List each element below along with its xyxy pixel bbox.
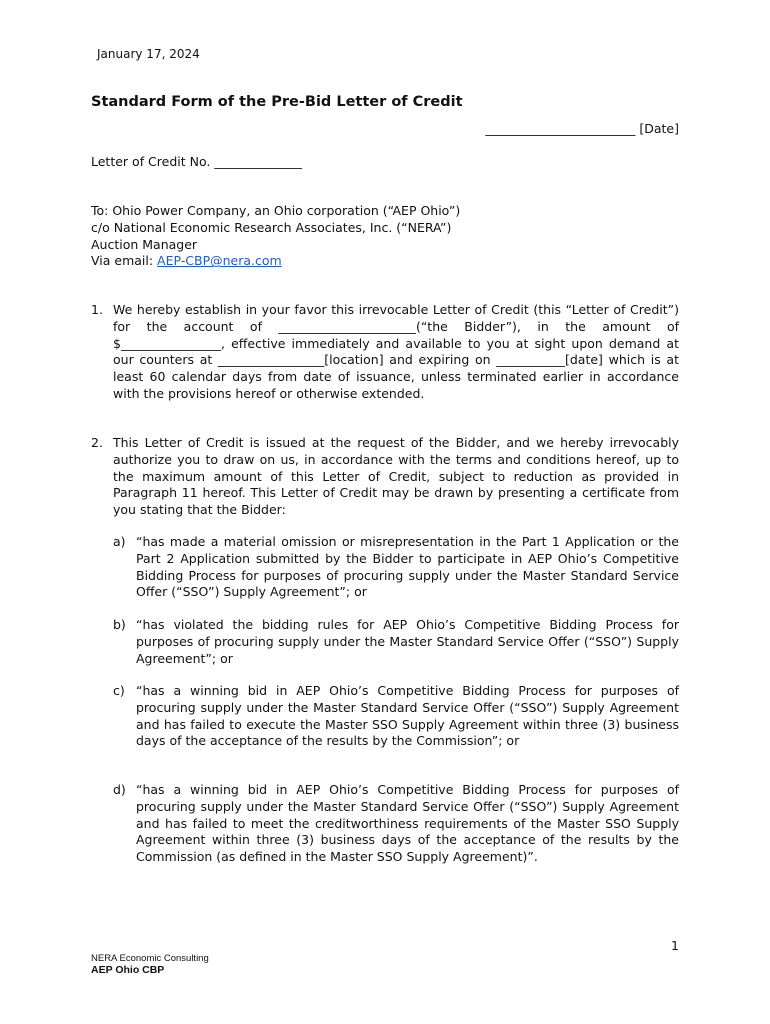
footer-program: AEP Ohio CBP [91, 964, 165, 976]
subitem-text: “has a winning bid in AEP Ohio’s Competitive Bidding Process for purposes of procuring supply under the Master Standard Service Offer (“SSO”) Supply Agreement and has failed to meet the creditworthiness requirements of the Master SSO Supply Agreement within three (3) business days of the acceptance of the results by the Commission (as defined in the Master SSO Supply Agreement)”. [136, 782, 679, 865]
email-line [91, 253, 460, 270]
paragraph-text: We hereby establish in your favor this irrevocable Letter of Credit (this “Letter of Credit”) for the account of ______________________(“the Bidder”), in the amount of $________________, effective immediately and available to you at sight upon demand at our counters at _________________[location] and expiring on ___________[date] which is at least 60 calendar days from date of issuance, unless terminated earlier in accordance with the provisions hereof or otherwise extended. [113, 302, 679, 401]
paragraph-1 [91, 302, 679, 403]
subitem-text: “has a winning bid in AEP Ohio’s Competitive Bidding Process for purposes of procuring supply under the Master Standard Service Offer (“SSO”) Supply Agreement and has failed to execute the Master SSO Supply Agreement within three (3) business days of the acceptance of the results by the Commission”; or [136, 683, 679, 749]
document-date: January 17, 2024 [97, 47, 200, 61]
letter-of-credit-number: Letter of Credit No. ______________ [91, 154, 302, 169]
email-link[interactable]: AEP-CBP@nera.com [157, 253, 282, 269]
subitem-a [113, 534, 679, 601]
address-line: c/o National Economic Research Associates, Inc. (“NERA”) [91, 219, 452, 235]
page-number: 1 [671, 938, 679, 953]
date-blank-line: ________________________ [Date] [485, 121, 679, 136]
document-title: Standard Form of the Pre-Bid Letter of Credit [91, 94, 463, 110]
paragraph-2 [91, 435, 679, 519]
email-label: Via email: [91, 253, 158, 269]
addressee-block [91, 203, 460, 270]
paragraph-number: 1. [91, 302, 103, 317]
address-line: To: Ohio Power Company, an Ohio corporation (“AEP Ohio”) [91, 203, 461, 218]
subitem-letter: d) [113, 782, 126, 797]
paragraph-number: 2. [91, 435, 103, 450]
subitem-letter: a) [113, 534, 126, 549]
subitem-c [113, 683, 679, 750]
subitem-text: “has made a material omission or misrepresentation in the Part 1 Application or the Part 2 Application submitted by the Bidder to participate in AEP Ohio’s Competitive Bidding Process for purposes of procuring supply under the Master Standard Service Offer (“SSO”) Supply Agreement”; or [136, 534, 679, 600]
subitem-text: “has violated the bidding rules for AEP Ohio’s Competitive Bidding Process for purposes of procuring supply under the Master Standard Service Offer (“SSO”) Supply Agreement”; or [136, 617, 679, 666]
paragraph-text: This Letter of Credit is issued at the request of the Bidder, and we hereby irrevocably authorize you to draw on us, in accordance with the terms and conditions hereof, up to the maximum amount of this Letter of Credit, subject to reduction as provided in Paragraph 11 hereof. This Letter of Credit may be drawn by presenting a certificate from you stating that the Bidder: [113, 435, 679, 518]
subitem-letter: b) [113, 617, 126, 632]
footer-company: NERA Economic Consulting [91, 953, 209, 964]
subitem-b [113, 617, 679, 667]
address-line: Auction Manager [91, 236, 198, 252]
subitem-letter: c) [113, 683, 125, 698]
subitem-d [113, 782, 679, 866]
